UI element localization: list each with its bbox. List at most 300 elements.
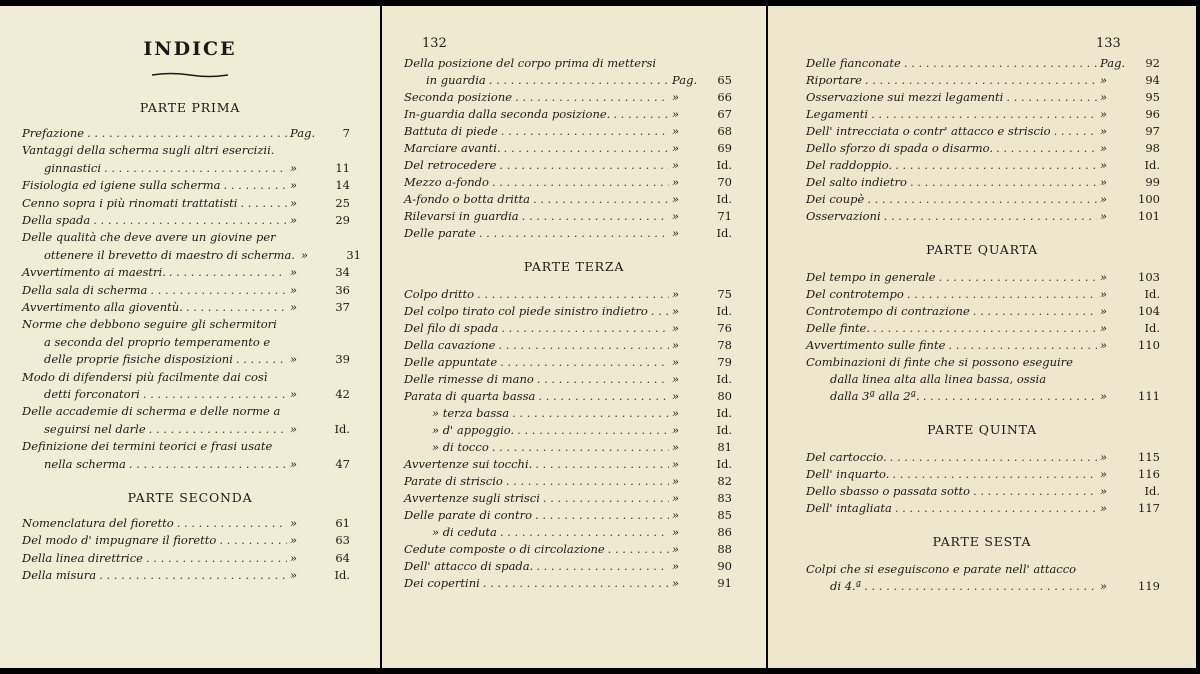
entry-title: Della linea direttrice (22, 550, 143, 565)
page-number-ref: 111 (1138, 389, 1160, 403)
entry-title: a seconda del proprio temperamento e (44, 334, 271, 349)
dot-leader (608, 542, 669, 556)
index-entry (44, 457, 350, 471)
page-ref-marker: » (672, 192, 680, 206)
page-ref-marker: » (290, 568, 298, 583)
page-number-ref: 82 (717, 474, 732, 488)
page-ref-marker: » (672, 124, 680, 138)
index-entry (806, 141, 1160, 155)
page-number-ref: 75 (717, 287, 732, 301)
index-entry (22, 568, 350, 582)
page-number-ref: 85 (717, 508, 732, 522)
page-ref-marker: » (672, 474, 680, 488)
page-number-ref: 90 (717, 559, 732, 573)
dot-leader (543, 491, 669, 505)
page-number-ref: Id. (716, 372, 732, 386)
page-ref-marker: » (672, 440, 680, 454)
section-heading: PARTE QUINTA (927, 422, 1037, 437)
dot-leader (169, 265, 287, 279)
entry-title: Delle qualità che deve avere un giovine per (22, 230, 276, 245)
page-ref-marker: » (1100, 209, 1108, 223)
entry-title: » di ceduta (432, 525, 497, 539)
entry-title: » d' appoggio. (432, 423, 515, 437)
entry-title: Del colpo tirato col piede sinistro indietro (404, 304, 648, 318)
entry-title: Definizione dei termini teorici e frasi usate (22, 439, 273, 454)
page-number-ref: Id. (716, 304, 732, 318)
index-entry (404, 457, 732, 471)
index-entry (404, 321, 732, 335)
index-entry (404, 338, 732, 352)
page-number-ref: 117 (1138, 501, 1160, 515)
index-entry (22, 283, 350, 297)
page-number-ref: 25 (335, 195, 350, 210)
index-entry (432, 406, 732, 420)
entry-title: Avvertenze sui tocchi. (404, 457, 533, 471)
page-number-ref: 104 (1138, 304, 1160, 318)
page-number-ref: 31 (346, 247, 361, 262)
index-entry (830, 389, 1160, 403)
entry-title: Della misura (22, 568, 97, 583)
dot-leader (904, 56, 1097, 70)
page-number-ref: 97 (1145, 124, 1160, 138)
page-number-ref: 95 (1145, 90, 1160, 104)
index-entry (22, 533, 350, 547)
index-page-left (0, 6, 380, 668)
index-entry (404, 542, 732, 556)
page-number-ref: 76 (717, 321, 732, 335)
page-number-ref: 94 (1145, 73, 1160, 87)
entry-title: Delle rimesse di mano (404, 372, 534, 386)
dot-leader (240, 196, 287, 210)
dot-leader (499, 158, 669, 172)
entry-title: Avvertenze sugli strisci (404, 491, 540, 505)
dot-leader (867, 192, 1097, 206)
entry-title: Controtempo di contrazione (806, 304, 970, 318)
dot-leader (149, 422, 287, 436)
index-entry (404, 158, 732, 172)
page-number-ref: Id. (334, 421, 350, 436)
page-ref-marker: » (1100, 192, 1108, 206)
entry-title: dalla 3ª alla 2ª. (830, 389, 920, 403)
page-number-ref: 96 (1145, 107, 1160, 121)
entry-title: ginnastici (44, 160, 102, 175)
dot-leader (948, 338, 1097, 352)
entry-title: Vantaggi della scherma sugli altri esercizii. (22, 143, 275, 158)
dot-leader (996, 141, 1097, 155)
index-entry (432, 440, 732, 454)
index-entry (404, 508, 732, 522)
entry-title: Della sala di scherma (22, 282, 148, 297)
entry-title: Del controtempo (806, 287, 904, 301)
page-ref-marker: » (1100, 389, 1108, 403)
dot-leader (500, 355, 669, 369)
entry-title: Colpi che si eseguiscono e parate nell' attacco (806, 562, 1077, 576)
entry-title: Riportare (806, 73, 862, 87)
dot-leader (129, 457, 287, 471)
page-ref-marker: » (290, 421, 298, 436)
index-entry (806, 192, 1160, 206)
entry-title: Del tempo in generale (806, 270, 936, 284)
entry-title: Seconda posizione (404, 90, 513, 104)
index-entry (44, 422, 350, 436)
page-number-ref: 65 (717, 73, 732, 87)
entry-title: delle proprie fisiche disposizioni (44, 352, 233, 367)
page-ref-marker: » (290, 195, 298, 210)
index-entry (806, 270, 1160, 284)
page-ref-marker: » (672, 559, 680, 573)
index-entry (404, 226, 732, 240)
page-ref-marker: » (1100, 321, 1108, 335)
page-ref-marker: » (290, 352, 298, 367)
index-entry (806, 209, 1160, 223)
page-ref-marker: » (672, 372, 680, 386)
section-heading: PARTE SECONDA (127, 490, 253, 505)
dot-leader (1054, 124, 1097, 138)
entry-title: Dello sbasso o passata sotto (806, 484, 971, 498)
entry-title: Battuta di piede (404, 124, 498, 138)
entry-title: Dei coupè (806, 192, 865, 206)
index-entry (404, 107, 732, 121)
page-number-ref: 92 (1145, 56, 1160, 70)
page-number-ref: 63 (335, 533, 350, 548)
entry-title: Cedute composte o di circolazione (404, 542, 605, 556)
index-entry (404, 175, 732, 189)
dot-leader (500, 525, 669, 539)
page-ref-marker: » (672, 389, 680, 403)
entry-title: in guardia (426, 73, 486, 87)
page-number-ref: 98 (1145, 141, 1160, 155)
page-number-ref: Id. (716, 423, 732, 437)
page-ref-marker: » (672, 508, 680, 522)
page-ref-marker: » (1100, 287, 1108, 301)
dot-leader (1006, 90, 1097, 104)
dot-leader (515, 90, 669, 104)
page-number-ref: 81 (717, 440, 732, 454)
index-entry (404, 559, 732, 573)
index-entry (806, 501, 1160, 515)
dot-leader (186, 300, 287, 314)
entry-title: Dell' intrecciata o contr' attacco e striscio (806, 124, 1051, 138)
page-number-ref: 78 (717, 338, 732, 352)
page-ref-marker: » (672, 321, 680, 335)
dot-leader (613, 107, 669, 121)
page-number-ref: 69 (717, 141, 732, 155)
page-number-ref: 101 (1138, 209, 1160, 223)
page-number-ref: 36 (335, 282, 350, 297)
entry-title: Del filo di spada (404, 321, 499, 335)
index-entry (22, 126, 350, 140)
page-ref-marker: Pag. (290, 126, 316, 140)
entry-title: Mezzo a-fondo (404, 175, 489, 189)
index-entry (806, 107, 1160, 121)
dot-leader (477, 287, 669, 301)
page-number-ref: 103 (1138, 270, 1160, 284)
page-ref-marker: » (290, 456, 298, 471)
page-ref-marker: » (1100, 141, 1108, 155)
page-number-ref: 39 (335, 352, 350, 367)
entry-title: Del raddoppio. (806, 158, 893, 172)
page-ref-marker: » (1100, 175, 1108, 189)
page-number-ref: Id. (1144, 158, 1160, 172)
dot-leader (522, 209, 669, 223)
dot-leader (536, 559, 669, 573)
entry-title: Delle parate (404, 226, 476, 240)
entry-title: Rilevarsi in guardia (404, 209, 519, 223)
page-ref-marker: » (290, 533, 298, 548)
page-number-ref: 91 (717, 576, 732, 590)
page-ref-marker: » (672, 338, 680, 352)
index-entry (22, 317, 350, 331)
page-ref-marker: » (672, 90, 680, 104)
entry-title: » terza bassa (432, 406, 510, 420)
index-entry (806, 562, 1160, 576)
dot-leader (93, 213, 287, 227)
page-number-ref: Id. (716, 226, 732, 240)
page-ref-marker: » (290, 160, 298, 175)
page-ref-marker: » (1100, 124, 1108, 138)
dot-leader (533, 192, 669, 206)
page-number-ref: Id. (716, 192, 732, 206)
page-ref-marker: » (672, 107, 680, 121)
dot-leader (923, 389, 1097, 403)
entry-title: Del salto indietro (806, 175, 907, 189)
page-ref-marker: » (672, 141, 680, 155)
index-entry (22, 439, 350, 453)
index-entry (806, 484, 1160, 498)
entry-title: dalla linea alta alla linea bassa, ossia (830, 372, 1047, 386)
dot-leader (973, 484, 1097, 498)
dot-leader (492, 440, 669, 454)
index-entry (44, 247, 361, 262)
page-ref-marker: » (290, 265, 298, 280)
index-entry (22, 178, 350, 192)
index-entry (404, 56, 732, 70)
entry-title: Dell' inquarto. (806, 467, 890, 481)
page-number: 132 (422, 36, 447, 51)
dot-leader (517, 423, 669, 437)
index-entry (806, 467, 1160, 481)
page-ref-marker: » (290, 550, 298, 565)
page-ref-marker: » (1100, 484, 1108, 498)
entry-title: Colpo dritto (404, 287, 475, 301)
entry-title: Del retrocedere (404, 158, 497, 172)
page-ref-marker: » (672, 355, 680, 369)
entry-title: Avvertimento sulle finte (806, 338, 946, 352)
index-entry (22, 143, 350, 157)
dot-leader (535, 508, 669, 522)
entry-title: Cenno sopra i più rinomati trattatisti (22, 195, 238, 210)
dot-leader (177, 516, 287, 530)
page-ref-marker: » (1100, 158, 1108, 172)
page-ref-marker: » (672, 287, 680, 301)
index-entry (806, 338, 1160, 352)
entry-title: Dell' attacco di spada. (404, 559, 534, 573)
entry-title: Della posizione del corpo prima di mettersi (404, 56, 657, 70)
entry-title: Delle appuntate (404, 355, 498, 369)
page-number-ref: 80 (717, 389, 732, 403)
page-number-ref: 110 (1138, 338, 1160, 352)
entry-title: Dell' intagliata (806, 501, 892, 515)
page-ref-marker: » (672, 209, 680, 223)
page-number-ref: 100 (1138, 192, 1160, 206)
page-number-ref: 79 (717, 355, 732, 369)
entry-title: A-fondo o botta dritta (404, 192, 530, 206)
page-number-ref: 119 (1138, 579, 1160, 593)
dot-leader (219, 533, 287, 547)
entry-title: Parata di quarta bassa (404, 389, 536, 403)
section-heading: PARTE SESTA (932, 534, 1032, 549)
dot-leader (483, 576, 669, 590)
title-ornament (152, 72, 228, 78)
entry-title: Osservazione sui mezzi legamenti (806, 90, 1004, 104)
index-entry (404, 389, 732, 403)
dot-leader (892, 467, 1097, 481)
page-number: 133 (1096, 36, 1121, 51)
index-entry (22, 516, 350, 530)
dot-leader (865, 73, 1097, 87)
dot-leader (907, 287, 1097, 301)
index-entry (432, 525, 732, 539)
page-number-ref: 64 (335, 550, 350, 565)
dot-leader (501, 124, 669, 138)
page-number-ref: 88 (717, 542, 732, 556)
page-number-ref: 68 (717, 124, 732, 138)
dot-leader (651, 304, 669, 318)
page-ref-marker: » (1100, 450, 1108, 464)
page-number-ref: 116 (1138, 467, 1160, 481)
dot-leader (501, 321, 669, 335)
index-entry (830, 372, 1160, 386)
index-entry (404, 209, 732, 223)
index-entry (22, 370, 350, 384)
index-page-middle (382, 6, 766, 668)
entry-title: di 4.ª (830, 579, 862, 593)
dot-leader (973, 304, 1097, 318)
index-entry (404, 474, 732, 488)
dot-leader (236, 352, 287, 366)
page-ref-marker: » (672, 226, 680, 240)
page-ref-marker: » (672, 158, 680, 172)
section-heading: PARTE PRIMA (139, 100, 241, 115)
index-entry (22, 404, 350, 418)
entry-title: » di tocco (432, 440, 489, 454)
page-ref-marker: » (672, 576, 680, 590)
index-entry (432, 423, 732, 437)
dot-leader (535, 457, 669, 471)
index-entry (830, 579, 1160, 593)
page-number-ref: 115 (1138, 450, 1160, 464)
page-ref-marker: » (290, 178, 298, 193)
index-entry (404, 576, 732, 590)
index-entry (22, 230, 350, 244)
entry-title: Della spada (22, 213, 91, 227)
page-number-ref: Id. (716, 457, 732, 471)
dot-leader (492, 175, 669, 189)
dot-leader (146, 551, 287, 565)
page-ref-marker: » (1100, 107, 1108, 121)
index-entry (44, 161, 350, 175)
dot-leader (224, 178, 287, 192)
section-heading: PARTE QUARTA (926, 242, 1038, 257)
index-entry (806, 287, 1160, 301)
entry-title: Delle accademie di scherma e delle norme a (22, 404, 281, 419)
entry-title: Dei copertini (404, 576, 480, 590)
page-number-ref: Id. (1144, 287, 1160, 301)
dot-leader (895, 158, 1097, 172)
page-ref-marker: Pag. (1100, 56, 1126, 70)
index-entry (404, 192, 732, 206)
page-ref-marker: » (290, 516, 298, 530)
entry-title: Fisiologia ed igiene sulla scherma (22, 178, 221, 193)
page-ref-marker: » (672, 423, 680, 437)
index-entry (806, 158, 1160, 172)
index-entry (806, 124, 1160, 138)
entry-title: Del modo d' impugnare il fioretto (22, 533, 217, 548)
index-entry (404, 491, 732, 505)
page-ref-marker: » (1100, 338, 1108, 352)
page-number-ref: 61 (335, 516, 350, 530)
dot-leader (150, 283, 287, 297)
index-entry (404, 304, 732, 318)
dot-leader (939, 270, 1097, 284)
page-number-ref: 86 (717, 525, 732, 539)
page-number-ref: 47 (335, 456, 350, 471)
page-number-ref: 7 (342, 126, 350, 140)
dot-leader (512, 406, 669, 420)
dot-leader (538, 389, 669, 403)
page-ref-marker: » (1100, 73, 1108, 87)
index-entry (22, 213, 350, 227)
entry-title: Avvertimento ai maestri. (22, 265, 166, 280)
page-ref-marker: » (672, 457, 680, 471)
page-ref-marker: » (1100, 304, 1108, 318)
page-number-ref: Id. (1144, 484, 1160, 498)
entry-title: In-guardia dalla seconda posizione. (404, 107, 611, 121)
entry-title: ottenere il brevetto di maestro di scherma. (44, 247, 295, 262)
page-ref-marker: » (290, 300, 298, 314)
page-ref-marker: » (1100, 270, 1108, 284)
dot-leader (104, 161, 287, 175)
dot-leader (890, 450, 1097, 464)
page-number-ref: 67 (717, 107, 732, 121)
dot-leader (537, 372, 669, 386)
index-entry (806, 450, 1160, 464)
index-entry (44, 352, 350, 366)
index-entry (22, 551, 350, 565)
index-entry (806, 56, 1160, 70)
page-number-ref: Id. (716, 158, 732, 172)
page-number-ref: 14 (335, 178, 350, 193)
page-number-ref: 99 (1145, 175, 1160, 189)
index-entry (404, 124, 732, 138)
page-ref-marker: » (290, 213, 298, 227)
page-ref-marker: » (290, 387, 298, 401)
dot-leader (910, 175, 1097, 189)
page-number-ref: 70 (717, 175, 732, 189)
index-entry (404, 141, 732, 155)
index-entry (44, 335, 350, 349)
page-number-ref: 11 (335, 160, 350, 175)
entry-title: Nomenclatura del fioretto (22, 516, 174, 530)
entry-title: Norme che debbono seguire gli schermitori (22, 317, 277, 332)
index-entry (22, 300, 350, 314)
page-ref-marker: » (672, 304, 680, 318)
index-entry (806, 304, 1160, 318)
entry-title: Prefazione (22, 126, 85, 140)
dot-leader (506, 474, 669, 488)
page-number-ref: 37 (335, 300, 350, 314)
entry-title: Del cartoccio. (806, 450, 887, 464)
